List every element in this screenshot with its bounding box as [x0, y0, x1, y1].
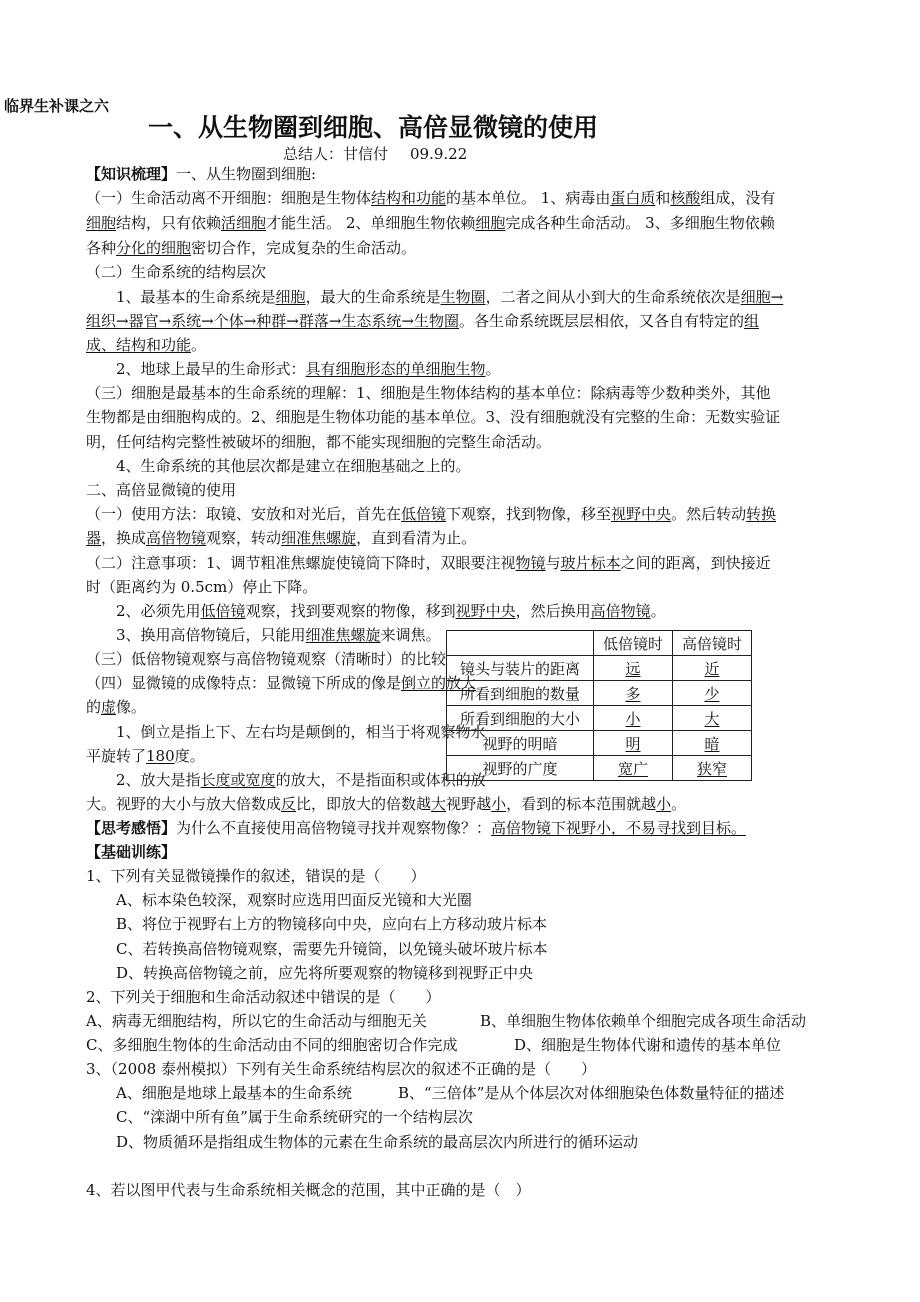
table-header-cell [447, 631, 594, 656]
table-row [447, 756, 752, 781]
table-row-label: 所看到细胞的大小 [447, 706, 594, 731]
knowledge-heading: 【知识梳理】一、从生物圈到细胞: [86, 165, 317, 183]
table-header-row [447, 631, 752, 656]
para-5c: 2、必须先用低倍镜观察，找到要观察的物像，移到视野中央，然后换用高倍物镜。 [116, 602, 666, 620]
table-cell: 宽广 [594, 756, 673, 781]
table-row [447, 681, 752, 706]
table-header-cell: 低倍镜时 [594, 631, 673, 656]
q3-option-d: D、物质循环是指组成生物体的元素在生命系统的最高层次内所进行的循环运动 [116, 1133, 639, 1151]
table-cell: 暗 [673, 731, 752, 756]
byline [283, 143, 467, 164]
table-cell: 远 [594, 656, 673, 681]
q1-option-c: C、若转换高倍物镜观察，需要先升镜筒，以免镜头破坏玻片标本 [116, 940, 548, 958]
table-row [447, 731, 752, 756]
table-row-label: 镜头与装片的距离 [447, 656, 594, 681]
para-4a: （一）使用方法：取镜、安放和对光后，首先在低倍镜下观察，找到物像，移至视野中央。然后转动转换 [86, 505, 777, 523]
q3-option-c: C、“滦湖中所有鱼”属于生命系统研究的一个结构层次 [116, 1108, 473, 1126]
para-3b: 生物都是由细胞构成的。2、细胞是生物体功能的基本单位。3、没有细胞就没有完整的生命：无数实验证 [86, 408, 781, 426]
table-cell: 少 [673, 681, 752, 706]
table-header-cell: 高倍镜时 [673, 631, 752, 656]
table-row [447, 706, 752, 731]
training-heading: 【基础训练】 [86, 843, 177, 861]
para-1b: 细胞结构，只有依赖活细胞才能生活。 2、单细胞生物依赖细胞完成各种生命活动。 3、多细胞生物依赖 [86, 214, 775, 232]
question-1: 1、下列有关显微镜操作的叙述，错误的是（ ） [86, 867, 426, 885]
q3-option-a: A、细胞是地球上最基本的生命系统 [116, 1084, 352, 1102]
para-2a: 1、最基本的生命系统是细胞，最大的生命系统是生物圈，二者之间从小到大的生命系统依次是细胞→ [116, 288, 784, 306]
para-7a: （四）显微镜的成像特点：显微镜下所成的像是倒立的放大 [86, 674, 477, 692]
para-6: （三）低倍物镜观察与高倍物镜观察（清晰时）的比较 [86, 650, 447, 668]
table-cell: 狭窄 [673, 756, 752, 781]
table-row-label: 所看到细胞的数量 [447, 681, 594, 706]
question-4: 4、若以图甲代表与生命系统相关概念的范围，其中正确的是（ ） [86, 1181, 531, 1199]
para-3a: （三）细胞是最基本的生命系统的理解：1、细胞是生物体结构的基本单位：除病毒等少数种类外，其他 [86, 384, 771, 402]
table-row-label: 视野的明暗 [447, 731, 594, 756]
table-cell: 小 [594, 706, 673, 731]
para-3d: 4、生命系统的其他层次都是建立在细胞基础之上的。 [116, 457, 471, 475]
table-cell: 近 [673, 656, 752, 681]
section-microscope-heading: 二、高倍显微镜的使用 [86, 481, 237, 499]
q2-option-a: A、病毒无细胞结构，所以它的生命活动与细胞无关 [86, 1012, 427, 1030]
q2-option-c: C、多细胞生物体的生命活动由不同的细胞密切合作完成 [86, 1036, 458, 1054]
q2-option-d: D、细胞是生物体代谢和遗传的基本单位 [514, 1036, 782, 1054]
para-7b: 的虚像。 [86, 698, 147, 716]
question-2: 2、下列关于细胞和生命活动叙述中错误的是（ ） [86, 988, 441, 1006]
para-4b: 器，换成高倍物镜观察，转动细准焦螺旋，直到看清为止。 [86, 529, 477, 547]
para-3c: 明，任何结构完整性被破坏的细胞，都不能实现细胞的完整生命活动。 [86, 433, 552, 451]
q1-option-a: A、标本染色较深，观察时应选用凹面反光镜和大光圈 [116, 891, 472, 909]
para-5b: 时（距离约为 0.5cm）停止下降。 [86, 578, 318, 596]
para-2c: 成、结构和功能。 [86, 336, 207, 354]
q1-option-b: B、将位于视野右上方的物镜移向中央，应向右上方移动玻片标本 [116, 915, 548, 933]
para-2b: 组织→器官→系统→个体→种群→群落→生态系统→生物圈。各生命系统既层层相依，又各自有特定的组 [86, 312, 760, 330]
table-row [447, 656, 752, 681]
q2-option-b: B、单细胞生物体依赖单个细胞完成各项生命活动 [480, 1012, 807, 1030]
date: 09.9.22 [410, 145, 468, 163]
section-2-heading: （二）生命系统的结构层次 [86, 263, 267, 281]
para-1c: 各种分化的细胞密切合作，完成复杂的生命活动。 [86, 239, 417, 257]
table-cell: 大 [673, 706, 752, 731]
q3-option-b: B、“三倍体”是从个体层次对体细胞染色体数量特征的描述 [398, 1084, 785, 1102]
table-cell: 明 [594, 731, 673, 756]
table-cell: 多 [594, 681, 673, 706]
para-7c: 1、倒立是指上下、左右均是颠倒的，相当于将观察物水 [116, 723, 486, 741]
q1-option-d: D、转换高倍物镜之前，应先将所要观察的物镜移到视野正中央 [116, 964, 534, 982]
table-row-label: 视野的广度 [447, 756, 594, 781]
para-7e: 2、放大是指长度或宽度的放大，不是指面积或体积的放 [116, 771, 486, 789]
para-7d: 平旋转了180度。 [86, 747, 205, 765]
series-header: 临界生补课之六 [4, 97, 110, 115]
para-5a: （二）注意事项：1、调节粗准焦螺旋使镜筒下降时，双眼要注视物镜与玻片标本之间的距离，到快接近 [86, 554, 771, 572]
para-1a: （一）生命活动离不开细胞：细胞是生物体结构和功能的基本单位。 1、病毒由蛋白质和核酸组成，没有 [86, 189, 776, 207]
author: 总结人：甘信付 [283, 145, 389, 163]
para-5d: 3、换用高倍物镜后，只能用细准焦螺旋来调焦。 [116, 626, 441, 644]
think-line: 【思考感悟】为什么不直接使用高倍物镜寻找并观察物像？：高倍物镜下视野小，不易寻找到目标。 [86, 819, 747, 837]
comparison-table [446, 630, 752, 781]
para-2d: 2、地球上最早的生命形式：具有细胞形态的单细胞生物。 [116, 360, 501, 378]
question-3: 3、（2008 泰州模拟）下列有关生命系统结构层次的叙述不正确的是（ ） [86, 1060, 596, 1078]
page-title: 一、从生物圈到细胞、高倍显微镜的使用 [148, 113, 599, 142]
para-7f: 大。视野的大小与放大倍数成反比，即放大的倍数越大视野越小，看到的标本范围就越小。 [86, 795, 687, 813]
